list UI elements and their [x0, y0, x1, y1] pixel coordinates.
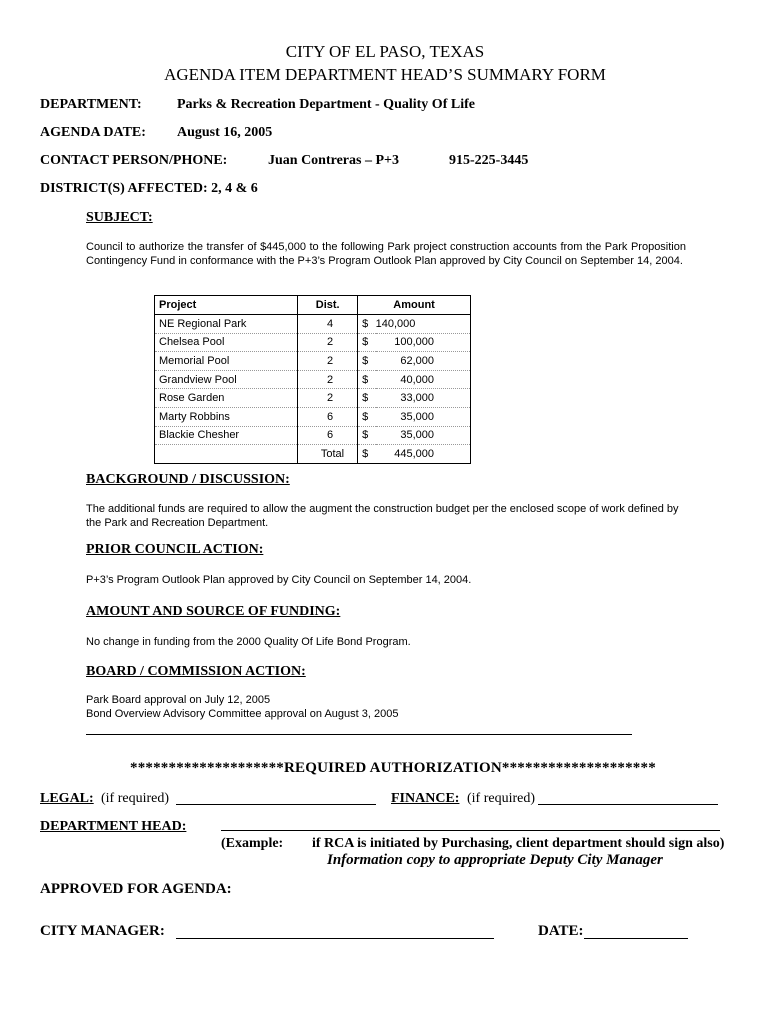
info-copy-note: Information copy to appropriate Deputy City Manager: [327, 852, 663, 868]
table-total-row: [155, 445, 471, 464]
example-text: if RCA is initiated by Purchasing, client department should sign also): [312, 836, 725, 851]
project-currency: $: [358, 426, 376, 445]
project-name: Marty Robbins: [155, 407, 298, 426]
total-amount: 445,000: [376, 445, 471, 464]
project-currency: $: [358, 407, 376, 426]
finance-label: FINANCE:: [391, 791, 460, 806]
page-title: CITY OF EL PASO, TEXAS: [285, 42, 485, 61]
total-spacer: [155, 445, 298, 464]
table-row: [155, 426, 471, 445]
form-title: AGENDA ITEM DEPARTMENT HEAD’S SUMMARY FORM: [164, 65, 606, 84]
contact-name: Juan Contreras – P+3: [268, 153, 399, 168]
department-head-signature-line[interactable]: [221, 830, 720, 831]
project-amount: 35,000: [376, 426, 471, 445]
background-heading: BACKGROUND / DISCUSSION:: [86, 472, 290, 487]
funding-heading: AMOUNT AND SOURCE OF FUNDING:: [86, 604, 341, 619]
subject-heading: SUBJECT:: [86, 210, 153, 225]
project-name: Rose Garden: [155, 389, 298, 408]
districts-affected: DISTRICT(S) AFFECTED: 2, 4 & 6: [40, 181, 258, 196]
project-dist: 2: [298, 333, 358, 352]
agenda-date-label: AGENDA DATE:: [40, 125, 146, 140]
project-name: NE Regional Park: [155, 315, 298, 334]
project-amount: 62,000: [376, 352, 471, 371]
project-currency: $: [358, 389, 376, 408]
contact-label: CONTACT PERSON/PHONE:: [40, 153, 228, 168]
date-signature-line[interactable]: [584, 938, 688, 939]
legal-label: LEGAL:: [40, 791, 94, 806]
city-manager-signature-line[interactable]: [176, 938, 494, 939]
legal-signature-line[interactable]: [176, 804, 376, 805]
table-header-row: [155, 296, 471, 315]
board-heading: BOARD / COMMISSION ACTION:: [86, 664, 306, 679]
project-name: Memorial Pool: [155, 352, 298, 371]
project-amount: 35,000: [376, 407, 471, 426]
city-manager-label: CITY MANAGER:: [40, 923, 165, 939]
example-label: (Example:: [221, 836, 284, 851]
project-table: [154, 295, 471, 464]
col-header-amount: Amount: [358, 296, 471, 315]
department-value: Parks & Recreation Department - Quality Of Life: [177, 97, 475, 112]
contact-phone: 915-225-3445: [449, 153, 529, 168]
project-table-wrapper: [154, 295, 471, 464]
project-amount: 140,000: [376, 315, 471, 334]
table-row: [155, 370, 471, 389]
project-amount: 100,000: [376, 333, 471, 352]
required-authorization-banner: ********************REQUIRED AUTHORIZATION********************: [130, 760, 656, 776]
table-row: [155, 333, 471, 352]
agenda-date-value: August 16, 2005: [177, 125, 273, 140]
col-header-project: Project: [155, 296, 298, 315]
project-amount: 33,000: [376, 389, 471, 408]
project-currency: $: [358, 352, 376, 371]
project-currency: $: [358, 333, 376, 352]
project-currency: $: [358, 370, 376, 389]
finance-note: (if required): [467, 791, 536, 806]
table-row: [155, 389, 471, 408]
project-amount: 40,000: [376, 370, 471, 389]
funding-text: No change in funding from the 2000 Quality Of Life Bond Program.: [86, 636, 411, 648]
table-row: [155, 315, 471, 334]
department-label: DEPARTMENT:: [40, 97, 142, 112]
date-label: DATE:: [538, 923, 584, 939]
project-currency: $: [358, 315, 376, 334]
project-name: Chelsea Pool: [155, 333, 298, 352]
finance-signature-line[interactable]: [538, 804, 718, 805]
project-dist: 6: [298, 426, 358, 445]
total-currency: $: [358, 445, 376, 464]
legal-note: (if required): [101, 791, 170, 806]
project-name: Blackie Chesher: [155, 426, 298, 445]
total-label: Total: [298, 445, 358, 464]
divider-line: [86, 734, 632, 735]
background-text: The additional funds are required to allow the augment the construction budget per the enclosed scope of work defined by the Park and Recreation Department.: [86, 503, 679, 529]
prior-action-heading: PRIOR COUNCIL ACTION:: [86, 542, 264, 557]
table-row: [155, 407, 471, 426]
approved-for-agenda-label: APPROVED FOR AGENDA:: [40, 881, 232, 897]
project-dist: 6: [298, 407, 358, 426]
col-header-dist: Dist.: [298, 296, 358, 315]
department-head-label: DEPARTMENT HEAD:: [40, 819, 187, 834]
board-line-2: Bond Overview Advisory Committee approval on August 3, 2005: [86, 708, 399, 720]
board-line-1: Park Board approval on July 12, 2005: [86, 694, 271, 706]
project-dist: 2: [298, 352, 358, 371]
subject-text: Council to authorize the transfer of $445,000 to the following Park project construction accounts from the Park Proposition Contingency Fund in conformance with the P+3’s Program Outlook Plan approved by City Council on September 14, 2004.: [86, 241, 686, 267]
table-row: [155, 352, 471, 371]
project-dist: 2: [298, 389, 358, 408]
prior-action-text: P+3’s Program Outlook Plan approved by City Council on September 14, 2004.: [86, 574, 472, 586]
project-name: Grandview Pool: [155, 370, 298, 389]
project-dist: 4: [298, 315, 358, 334]
project-dist: 2: [298, 370, 358, 389]
